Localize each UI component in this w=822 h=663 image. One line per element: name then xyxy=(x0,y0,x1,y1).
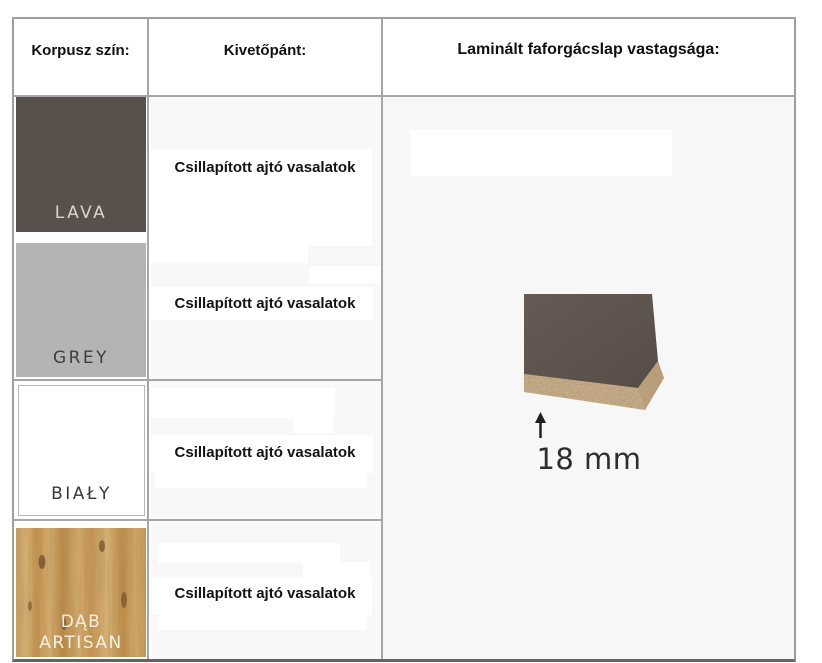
hinge-text-row-2: Csillapított ajtó vasalatok xyxy=(174,295,356,312)
hinge-text-row-4: Csillapított ajtó vasalatok xyxy=(174,585,356,602)
swatch-label-dab-artisan xyxy=(39,612,123,657)
thickness-value: 18 mm xyxy=(536,442,642,476)
swatch-label-line2: ARTISAN xyxy=(39,633,123,653)
column-header-label: Kivetőpánt: xyxy=(223,41,307,59)
swatch-dab-artisan xyxy=(16,528,146,657)
column-divider-1 xyxy=(147,19,149,659)
redaction-patch xyxy=(303,562,370,577)
redaction-patch xyxy=(155,473,367,488)
redaction-patch xyxy=(293,405,333,433)
column-header-vastagsag xyxy=(383,19,794,95)
spec-table xyxy=(12,17,796,662)
redaction-patch xyxy=(149,238,308,263)
swatch-label-line1: DĄB xyxy=(60,612,102,632)
swatch-grey xyxy=(16,243,146,377)
column-header-kivetopant xyxy=(149,19,381,95)
hinge-text-row-1: Csillapított ajtó vasalatok xyxy=(174,159,356,176)
column-header-label: Korpusz szín: xyxy=(31,41,130,59)
laminate-top-surface xyxy=(524,294,658,388)
redaction-patch xyxy=(410,130,672,176)
swatch-bialy xyxy=(18,385,145,516)
row-divider-1 xyxy=(14,379,383,381)
redaction-patch xyxy=(309,266,381,283)
hinge-text-row-3: Csillapított ajtó vasalatok xyxy=(174,444,356,461)
chipboard-image xyxy=(510,285,680,445)
column-header-label: Laminált faforgácslap vastagsága: xyxy=(457,41,720,58)
swatch-label-lava: LAVA xyxy=(54,203,108,223)
column-divider-2 xyxy=(381,19,383,659)
swatch-lava xyxy=(16,97,146,232)
redaction-patch xyxy=(158,543,340,563)
swatch-label-bialy: BIAŁY xyxy=(51,484,112,504)
redaction-patch xyxy=(158,615,367,630)
row-divider-2 xyxy=(14,519,383,521)
swatch-label-grey: GREY xyxy=(52,348,110,368)
column-header-korpusz-szin xyxy=(14,19,147,95)
arrow-up-icon xyxy=(535,412,546,438)
